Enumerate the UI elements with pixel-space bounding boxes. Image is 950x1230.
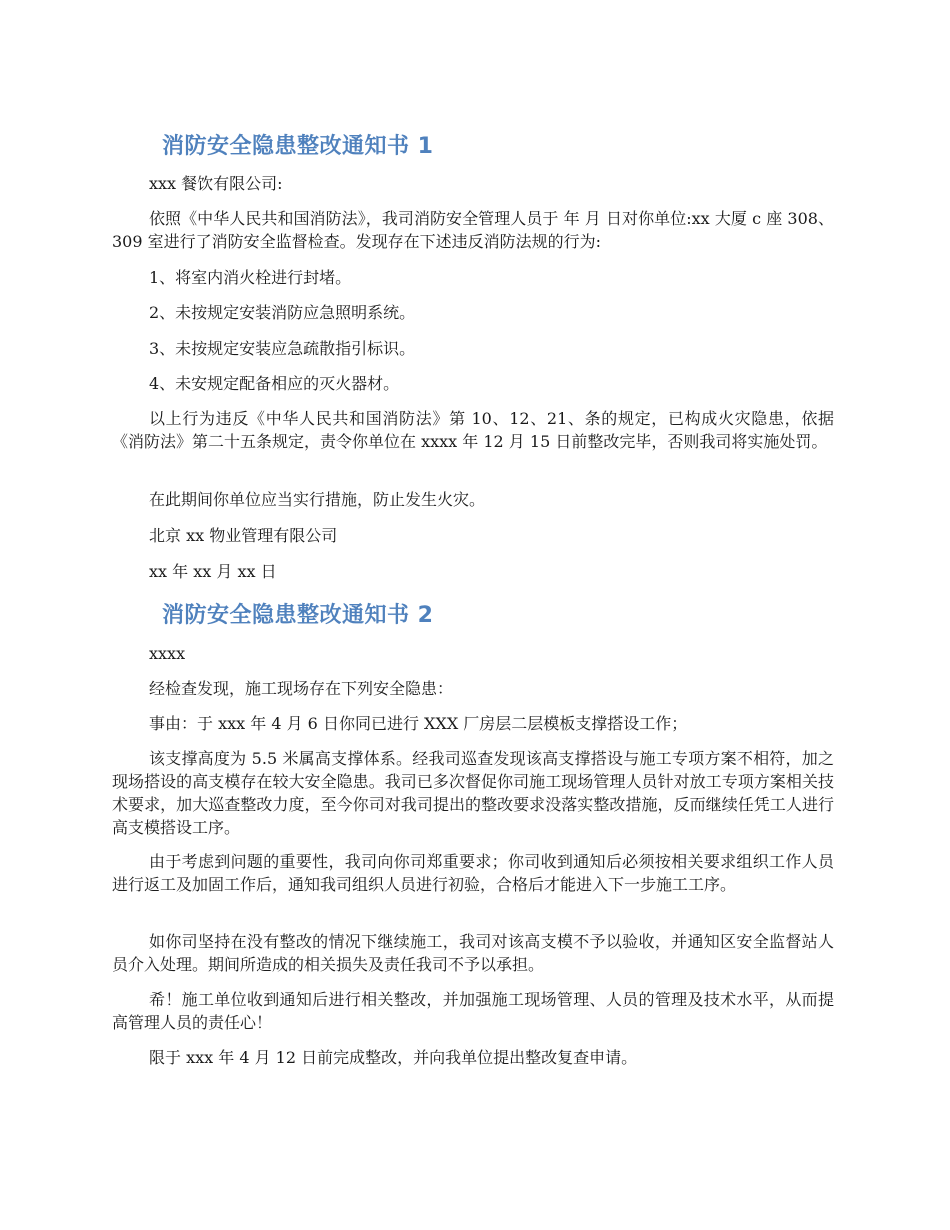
notice-1-item-1: 1、将室内消火栓进行封堵。 — [149, 268, 352, 287]
notice-2-reason: 事由：于 xxx 年 4 月 6 日你同已进行 XXX 厂房层二层模板支撑搭设工作； — [149, 714, 688, 733]
notice-2-deadline: 限于 xxx 年 4 月 12 日前完成整改，并向我单位提出整改复查申请。 — [149, 1048, 638, 1067]
notice-1-title: 消防安全隐患整改通知书 1 — [162, 134, 434, 159]
notice-2-details: 该支撑高度为 5.5 米属高支撑体系。经我司巡查发现该高支撑搭设与施工专项方案不相符，加之现场搭设的高支模存在较大安全隐患。我司已多次督促你司施工现场管理人员针对放工专项方案相关技术要求，加大巡查整改力度，至今你司对我司提出的整改要求没落实整改措施，反而继续任凭工人进行高支模搭设工序。 — [112, 749, 834, 837]
notice-2-hope: 希！施工单位收到通知后进行相关整改，并加强施工现场管理、人员的管理及技术水平，从而提高管理人员的责任心！ — [112, 990, 834, 1032]
notice-1-item-3: 3、未按规定安装应急疏散指引标识。 — [149, 339, 416, 358]
notice-1-item-4: 4、未安规定配备相应的灭火器材。 — [149, 374, 400, 393]
notice-1-item-2: 2、未按规定安装消防应急照明系统。 — [149, 303, 416, 322]
notice-2-consequence: 如你司坚持在没有整改的情况下继续施工，我司对该高支模不予以验收，并通知区安全监督站人员介入处理。期间所造成的相关损失及责任我司不予以承担。 — [112, 932, 834, 974]
notice-1-date: xx 年 xx 月 xx 日 — [149, 562, 277, 581]
notice-2-intro: 经检查发现，施工现场存在下列安全隐患： — [149, 679, 454, 698]
notice-1-signature: 北京 xx 物业管理有限公司 — [149, 526, 338, 545]
notice-1-intro: 依照《中华人民共和国消防法》，我司消防安全管理人员于 年 月 日对你单位:xx 大厦 c 座 308、309 室进行了消防安全监督检查。发现存在下述违反消防法规的行为: — [112, 209, 834, 251]
notice-1-addressee: xxx 餐饮有限公司: — [149, 174, 283, 193]
notice-1-conclusion: 以上行为违反《中华人民共和国消防法》第 10、12、21、条的规定，已构成火灾隐患，依据《消防法》第二十五条规定，责令你单位在 xxxx 年 12 月 15 日前整改完毕，否则我司将实施处罚。 — [112, 409, 834, 451]
notice-1-warning: 在此期间你单位应当实行措施，防止发生火灾。 — [149, 490, 486, 509]
notice-2-requirement: 由于考虑到问题的重要性，我司向你司郑重要求；你司收到通知后必须按相关要求组织工作人员进行返工及加固工作后，通知我司组织人员进行初验，合格后才能进入下一步施工工序。 — [112, 852, 834, 894]
notice-2-title: 消防安全隐患整改通知书 2 — [162, 603, 434, 628]
notice-2-addressee: xxxx — [149, 644, 186, 663]
